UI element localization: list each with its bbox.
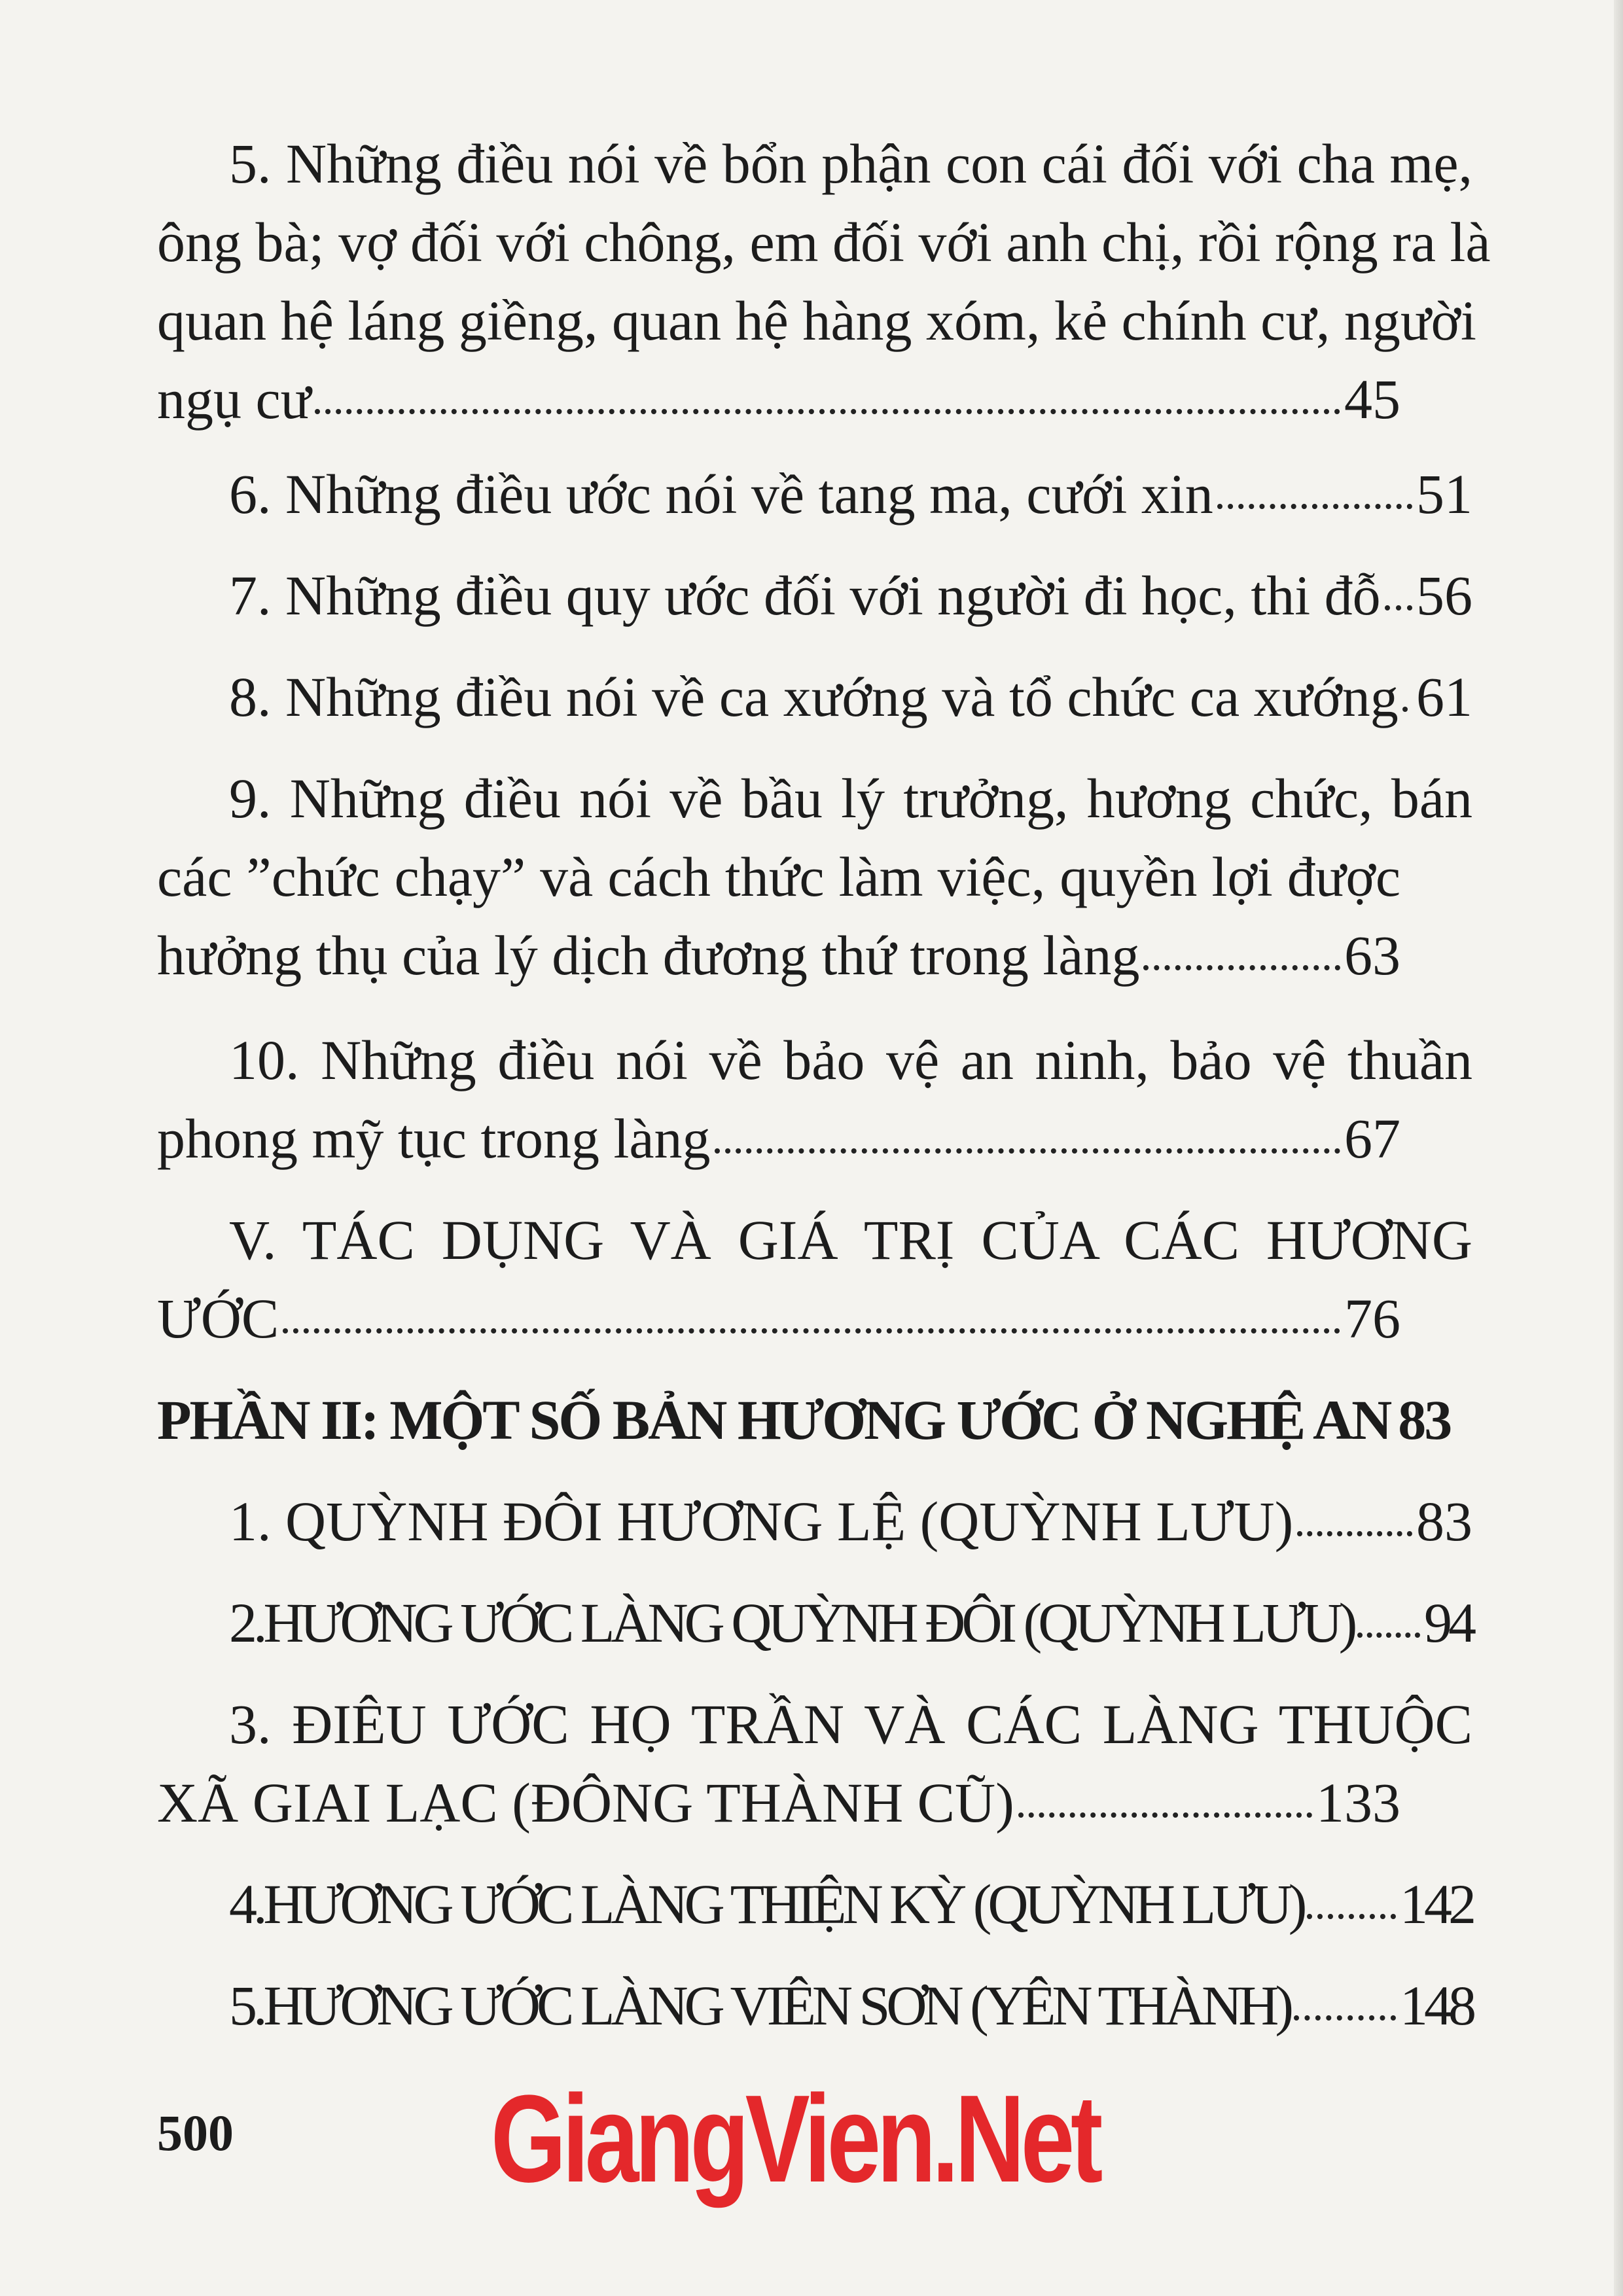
toc-part2-entry-2-page: 94	[1424, 1591, 1472, 1654]
toc-entry-5-line4: ngụ cư	[157, 368, 312, 431]
toc-entry-5-line2: ông bà; vợ đối với chông, em đối với anh chị, rồi rộng ra là	[157, 211, 1491, 274]
leader-dots	[1297, 1531, 1412, 1536]
toc-entry-7	[157, 556, 1472, 635]
toc-entry-5-line1: 5. Những điều nói về bổn phận con cái đối với cha mẹ,	[229, 132, 1472, 195]
toc-entry-8	[157, 658, 1472, 736]
toc-part2-entry-3-page: 133	[1316, 1771, 1400, 1834]
toc-entry-9-line2: các ”chức chạy” và cách thức làm việc, quyền lợi được	[157, 845, 1400, 908]
toc-part2-entry-5-text: 5.HƯƠNG ƯỚC LÀNG VIÊN SƠN (YÊN THÀNH)	[229, 1974, 1290, 2037]
toc-section-v-line1: V. TÁC DỤNG VÀ GIÁ TRỊ CỦA CÁC HƯƠNG	[229, 1209, 1472, 1271]
leader-dots	[715, 1148, 1340, 1154]
page-number: 500	[157, 2104, 234, 2161]
toc-part2-entry-2-text: 2.HƯƠNG ƯỚC LÀNG QUỲNH ĐÔI (QUỲNH LƯU)	[229, 1591, 1354, 1654]
toc-part2-entry-2	[157, 1583, 1472, 1662]
toc-part2-entry-1-text: 1. QUỲNH ĐÔI HƯƠNG LỆ (QUỲNH LƯU)	[229, 1490, 1294, 1553]
toc-entry-9-page: 63	[1344, 924, 1400, 987]
leader-dots	[315, 409, 1340, 414]
toc-entry-6-text: 6. Những điều ước nói về tang ma, cưới xin	[229, 463, 1213, 525]
toc-part2-entry-1	[157, 1482, 1472, 1561]
toc-entry-7-text: 7. Những điều quy ước đối với người đi học, thi đỗ	[229, 564, 1381, 627]
toc-entry-10-line2: phong mỹ tục trong làng	[157, 1107, 711, 1170]
toc-entry-9	[157, 759, 1472, 995]
toc-entry-10-line1: 10. Những điều nói về bảo vệ an ninh, bảo vệ thuần	[229, 1029, 1472, 1091]
toc-part2-entry-5-page: 148	[1400, 1974, 1472, 2037]
toc-part2-entry-4-text: 4.HƯƠNG ƯỚC LÀNG THIỆN KỲ (QUỲNH LƯU)	[229, 1873, 1304, 1935]
toc-part2-entry-1-page: 83	[1416, 1490, 1472, 1553]
toc-entry-5-line3: quan hệ láng giềng, quan hệ hàng xóm, kẻ chính cư, người	[157, 289, 1476, 352]
toc-entry-10	[157, 1021, 1472, 1178]
watermark-logo: GiangVien.Net	[491, 2070, 1099, 2208]
leader-dots	[1402, 707, 1412, 712]
toc-entry-6	[157, 455, 1472, 533]
toc-part2-entry-3	[157, 1685, 1472, 1842]
toc-entry-5-page: 45	[1344, 368, 1400, 431]
leader-dots	[1143, 965, 1340, 970]
toc-part2-entry-4	[157, 1865, 1472, 1943]
toc-part2-entry-4-page: 142	[1400, 1873, 1472, 1935]
toc-entry-8-page: 61	[1416, 665, 1472, 728]
toc-entry-10-page: 67	[1344, 1107, 1400, 1170]
toc-part-2	[157, 1381, 1451, 1459]
toc-part-2-page: 83	[1398, 1388, 1451, 1451]
toc-section-v	[157, 1201, 1472, 1358]
leader-dots	[1385, 605, 1412, 610]
toc-entry-6-page: 51	[1416, 463, 1472, 525]
leader-dots	[283, 1328, 1340, 1333]
leader-dots	[1307, 1914, 1396, 1919]
toc-entry-8-text: 8. Những điều nói về ca xướng và tổ chức ca xướng	[229, 665, 1399, 728]
toc-part2-entry-3-line1: 3. ĐIÊU ƯỚC HỌ TRẦN VÀ CÁC LÀNG THUỘC	[229, 1693, 1472, 1756]
page-edge	[1614, 0, 1623, 2296]
toc-entry-7-page: 56	[1416, 564, 1472, 627]
toc-part2-entry-5	[157, 1966, 1472, 2045]
toc-part2-entry-3-line2: XÃ GIAI LẠC (ĐÔNG THÀNH CŨ)	[157, 1771, 1014, 1834]
leader-dots	[1018, 1812, 1312, 1818]
leader-dots	[1294, 2015, 1396, 2021]
toc-section-v-line2: ƯỚC	[157, 1287, 279, 1350]
toc-part-2-title: PHẦN II: MỘT SỐ BẢN HƯƠNG ƯỚC Ở NGHỆ AN	[157, 1388, 1391, 1451]
leader-dots	[1217, 504, 1412, 509]
leader-dots	[1357, 1633, 1420, 1638]
toc-entry-9-line3: hưởng thụ của lý dịch đương thứ trong làng	[157, 924, 1140, 987]
toc-section-v-page: 76	[1344, 1287, 1400, 1350]
toc-entry-5	[157, 124, 1491, 438]
toc-entry-9-line1: 9. Những điều nói về bầu lý trưởng, hương chức, bán	[229, 767, 1472, 830]
